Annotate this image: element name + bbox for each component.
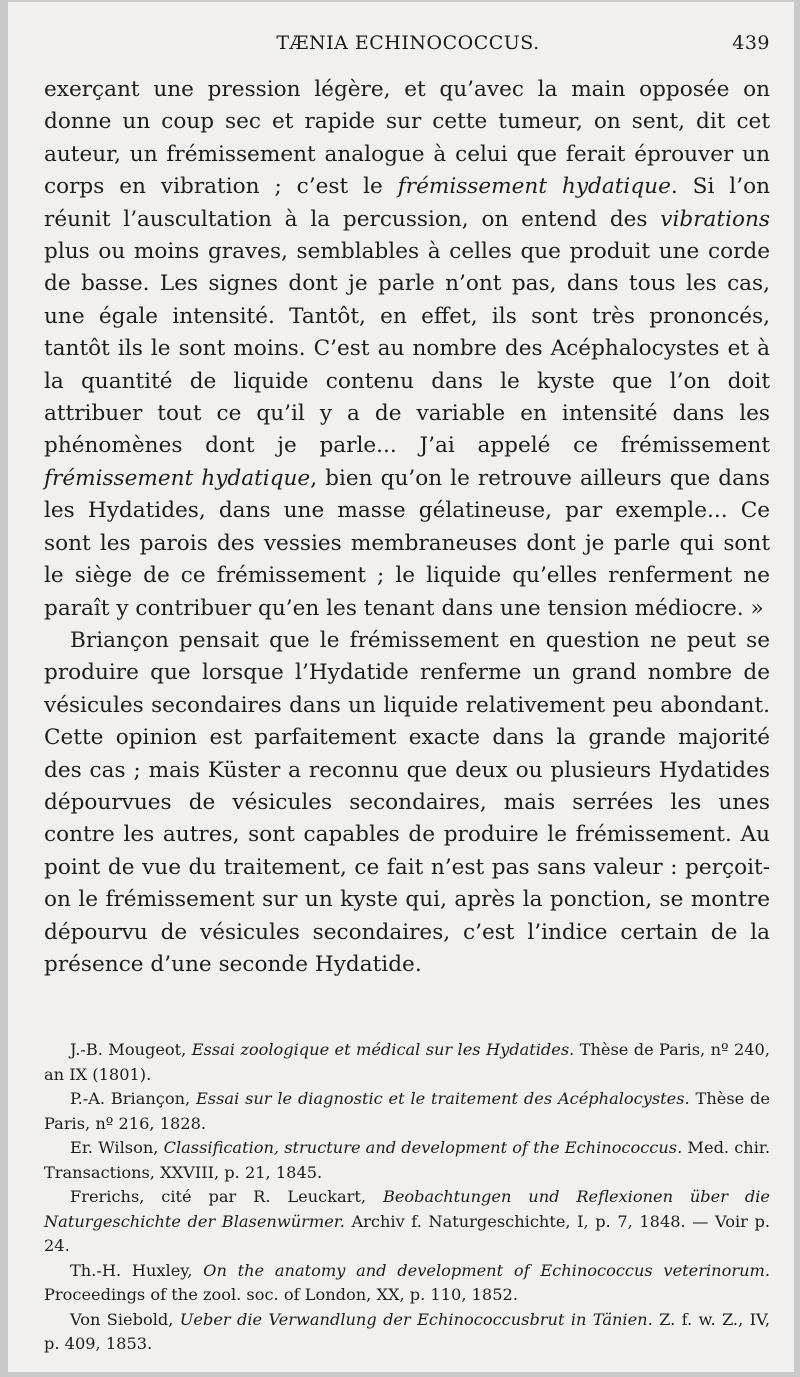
ref-author: P.-A. Briançon, — [70, 1089, 196, 1108]
body-text — [44, 74, 770, 981]
italic-term: frémissement hydatique — [44, 465, 311, 491]
reference-entry — [44, 1185, 770, 1259]
reference-entry — [44, 1259, 770, 1308]
ref-title: Classification, structure and development of the Echinococcus. — [163, 1138, 683, 1157]
ref-source: Archiv f. Naturgeschichte, I, p. 7, 1848. — Voir p. 24. — [44, 1211, 770, 1255]
ref-title: Beobachtungen und Reflexionen über die Naturgeschichte der Blasenwürmer. — [44, 1187, 770, 1231]
ref-author: J.-B. Mougeot, — [70, 1040, 192, 1059]
ref-source: Z. f. w. Z., IV, p. 409, 1853. — [44, 1309, 770, 1353]
text-run: exerçant une pression légère, et qu’avec la main opposée on donne un coup sec et rapide sur cette tumeur, on sent, dit cet auteur, un frémissement analogue à celui que ferait éprouver un corps en vibration ; c’est le — [44, 77, 770, 200]
reference-entry — [44, 1136, 770, 1185]
book-page — [8, 2, 794, 1372]
running-head — [46, 32, 770, 62]
text-run: . Si l’on réunit l’auscultation à la percussion, on entend des — [44, 174, 770, 232]
reference-entry — [44, 1038, 770, 1087]
reference-entry — [44, 1308, 770, 1357]
reference-entry — [44, 1087, 770, 1136]
ref-source: Med. chir. Transactions, XXVIII, p. 21, 1845. — [44, 1138, 771, 1182]
paragraph-continued-quote — [44, 74, 770, 625]
ref-author: Er. Wilson, — [70, 1138, 164, 1157]
italic-term: vibrations — [660, 206, 770, 232]
italic-term: frémissement hydatique — [397, 174, 671, 200]
ref-title: On the anatomy and development of Echinococcus veterinorum. — [203, 1260, 770, 1280]
ref-source: Proceedings of the zool. soc. of London, XX, p. 110, 1852. — [44, 1285, 518, 1304]
ref-source: Thèse de Paris, nº 216, 1828. — [44, 1089, 770, 1133]
text-run: , bien qu’on le retrouve ailleurs que dans les Hydatides, dans une masse gélatineuse, par exemple... Ce sont les parois des vessies membraneuses dont je parle qui sont le siège de ce frémissement ; le liquide qu’elles renferment ne paraît y contribuer qu’en les tenant dans une tension médiocre. » — [44, 465, 770, 621]
ref-title: Ueber die Verwandlung der Echinococcusbrut in Tänien. — [179, 1309, 653, 1329]
ref-author: Th.-H. Huxley, — [70, 1260, 204, 1280]
ref-source: Thèse de Paris, nº 240, an IX (1801). — [44, 1040, 771, 1084]
references — [44, 1038, 770, 1357]
running-title: TÆNIA ECHINOCOCCUS. — [276, 32, 540, 54]
ref-author: Frerichs, cité par R. Leuckart, — [70, 1187, 383, 1206]
text-run: Briançon pensait que le frémissement en question ne peut se produire que lorsque l’Hydatide renferme un grand nombre de vésicules secondaires dans un liquide relativement peu abondant. Cette opinion est parfaitement exacte dans la grande majorité des cas ; mais Küster a reconnu que deux ou plusieurs Hydatides dépourvues de vésicules secondaires, mais serrées les unes contre les autres, sont capables de produire le frémissement. Au point de vue du traitement, ce fait n’est pas sans valeur : perçoit-on le frémissement sur un kyste qui, après la ponction, se montre dépourvu de vésicules secondaires, c’est l’indice certain de la présence d’une seconde Hydatide. — [44, 627, 770, 977]
paragraph-briancon — [44, 625, 770, 981]
page-number: 439 — [732, 32, 770, 54]
text-run: plus ou moins graves, semblables à celles que produit une corde de basse. Les signes dont je parle n’ont pas, dans tous les cas, une égale intensité. Tantôt, en effet, ils sont très prononcés, tantôt ils le sont moins. C’est au nombre des Acéphalocystes et à la quantité de liquide contenu dans le kyste que l’on doit attribuer tout ce qu’il y a de variable en intensité dans les phénomènes dont je parle... J’ai appelé ce frémissement — [44, 239, 770, 459]
ref-title: Essai zoologique et médical sur les Hydatides. — [191, 1040, 575, 1059]
ref-author: Von Siebold, — [70, 1309, 180, 1329]
ref-title: Essai sur le diagnostic et le traitement des Acéphalocystes. — [195, 1089, 690, 1108]
